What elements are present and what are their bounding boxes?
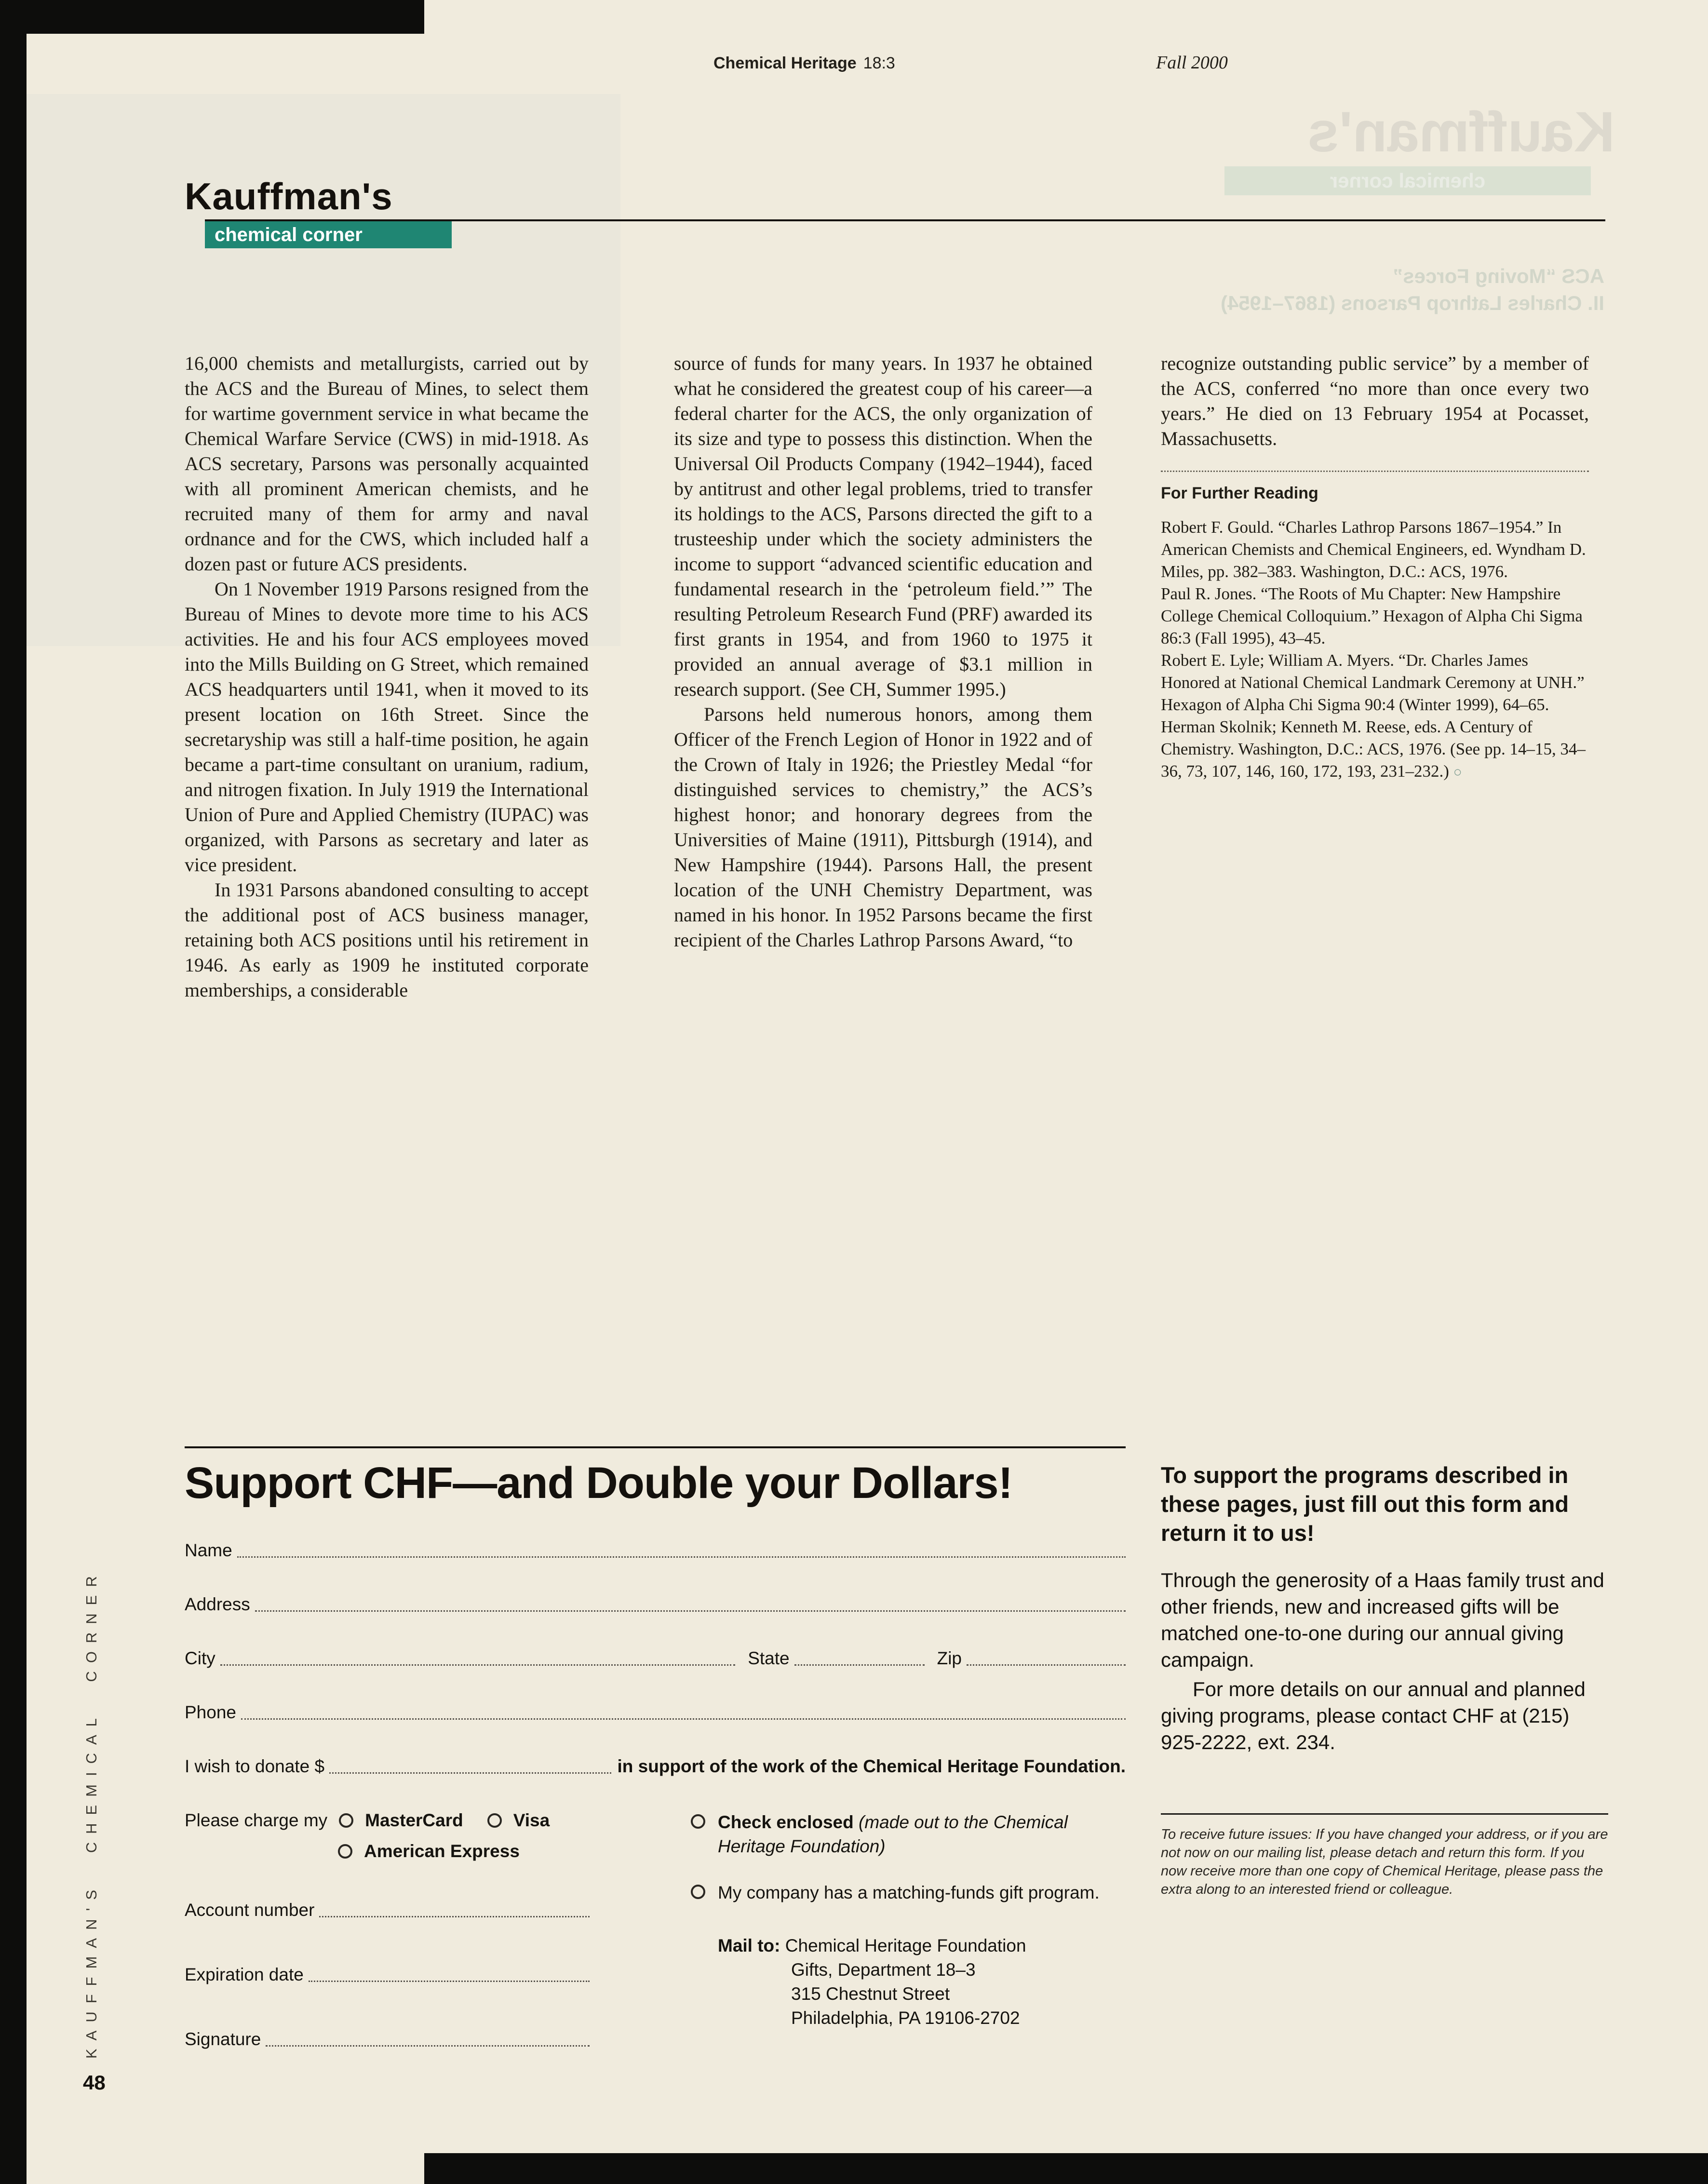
address-field-row (185, 1594, 1126, 1615)
issue-season: Fall 2000 (1156, 53, 1228, 73)
scan-edge-bottom (424, 2153, 1708, 2184)
vertical-section-strap: KAUFFMAN'S CHEMICAL CORNER (83, 1568, 100, 2059)
scan-edge-left (0, 0, 27, 2184)
check-enclosed-label: Check enclosed (718, 1812, 854, 1832)
charge-options-line-2 (338, 1841, 657, 1861)
city-write-line (220, 1659, 735, 1666)
name-label: Name (185, 1540, 232, 1560)
state-label: State (748, 1648, 790, 1668)
mail-to-line-3: 315 Chestnut Street (791, 1983, 950, 2004)
account-number-row (185, 1900, 590, 1920)
zip-write-line (967, 1659, 1126, 1666)
reference-entry (1161, 716, 1589, 783)
check-enclosed-text (718, 1810, 1126, 1859)
aside-paragraph-1: Through the generosity of a Haas family trust and other friends, new and increased gifts will be matched one-to-one during our annual giving campaign. (1161, 1569, 1604, 1671)
charge-options-line (185, 1810, 657, 1831)
further-reading-heading: For Further Reading (1161, 471, 1589, 506)
journal-issue: 18:3 (863, 54, 895, 72)
paragraph: recognize outstanding public service” by a member of the ACS, conferred “no more than once every two years.” He died on 13 February 1954 at Pocasset, Massachusetts. (1161, 352, 1589, 449)
article-column-3 (1161, 351, 1589, 783)
charge-label: Please charge my (185, 1810, 328, 1830)
matching-funds-label: My company has a matching-funds gift program. (718, 1882, 1100, 1902)
ghost-article-heading (1161, 263, 1604, 317)
article-column-2 (674, 351, 1092, 953)
reference-entry: Robert E. Lyle; William A. Myers. “Dr. Charles James Honored at National Chemical Landmark Ceremony at UNH.” Hexagon of Alpha Chi Sigma 90:4 (Winter 1999), 64–65. (1161, 651, 1585, 714)
paragraph: 16,000 chemists and metallurgists, carried out by the ACS and the Bureau of Mines, to select them for wartime government service in what became the Chemical Warfare Service (CWS) in mid-1918. As ACS secretary, Parsons was personally acquainted with all prominent American chemists, and he recruited many of them for army and naval ordnance and for the CWS, which included half a dozen past or future ACS presidents. (185, 352, 589, 575)
paragraph: In 1931 Parsons abandoned consulting to accept the additional post of ACS business manager, retaining both ACS positions until his retirement in 1946. As early as 1909 he instituted corporate memberships, a considerable (185, 879, 589, 1001)
running-header (713, 54, 895, 73)
city-label: City (185, 1648, 215, 1668)
scan-edge-top (0, 0, 424, 34)
article-column-1 (185, 351, 589, 1003)
reference-entry-text: Herman Skolnik; Kenneth M. Reese, eds. A Century of Chemistry. Washington, D.C.: ACS, 1976. (See pp. 14–15, 34–36, 73, 107, 146, 160, 172, 193, 231–232.) (1161, 717, 1586, 781)
name-field-row (185, 1540, 1126, 1561)
mail-to-line-4: Philadelphia, PA 19106-2702 (791, 2008, 1020, 2028)
form-lower-columns (185, 1810, 1126, 2049)
mail-to-org: Chemical Heritage Foundation (785, 1935, 1026, 1955)
reference-entry: Paul R. Jones. “The Roots of Mu Chapter: New Hampshire College Chemical Colloquium.” Hexagon of Alpha Chi Sigma 86:3 (Fall 1995), 43–45. (1161, 584, 1583, 647)
further-reading-section (1161, 471, 1589, 783)
aside-paragraph-2: For more details on our annual and planned giving programs, please contact CHF at (215) 925-2222, ext. 234. (1161, 1678, 1586, 1753)
phone-field-row (185, 1702, 1126, 1723)
city-state-zip-row (185, 1648, 1126, 1669)
address-label: Address (185, 1594, 250, 1614)
address-write-line (255, 1605, 1126, 1612)
ghost-masthead-text: Kauffman's (1307, 100, 1615, 164)
reference-entry: Robert F. Gould. “Charles Lathrop Parsons 1867–1954.” In American Chemists and Chemical Engineers, ed. Wyndham D. Miles, pp. 382–383. Washington, D.C.: ACS, 1976. (1161, 518, 1586, 581)
subscription-fine-print: To receive future issues: If you have changed your address, or if you are not now on our mailing list, please detach and return this form. If you now receive more than one copy of Chemical Heritage, please pass the extra along to an interested friend or colleague. (1161, 1813, 1608, 1899)
paragraph: Parsons held numerous honors, among them Officer of the French Legion of Honor in 1922 and of the Crown of Italy in 1926; the Priestley Medal “for distinguished services to chemistry,” the ACS’s highest honor; and honorary degrees from the Universities of Maine (1911), Pittsburgh (1914), and New Hampshire (1944). Parsons Hall, the present location of the UNH Chemistry Department, was named in his honor. In 1952 Parsons became the first recipient of the Charles Lathrop Parsons Award, “to (674, 703, 1092, 951)
journal-title: Chemical Heritage (713, 54, 857, 72)
donate-suffix-label: in support of the work of the Chemical Heritage Foundation. (617, 1756, 1126, 1776)
form-top-rule (185, 1446, 1126, 1448)
mastercard-option-label: MasterCard (365, 1810, 463, 1830)
donation-amount-row (185, 1756, 1126, 1777)
payment-column (185, 1810, 657, 2049)
paragraph: source of funds for many years. In 1937 he obtained what he considered the greatest coup of his career—a federal charter for the ACS, the only organization of its size and type to possess this distinction. When the Universal Oil Products Company (1942–1944), faced by antitrust and other legal problems, tried to transfer its holdings to the ACS, Parsons directed the gift to a trusteeship under which the society administers the income to support “advanced scientific education and fundamental research in the ‘petroleum field.’” The resulting Petroleum Research Fund (PRF) awarded its first grants in 1954, and from 1960 to 1975 it provided an annual average of $3.1 million in research support. (See CH, Summer 1995.) (674, 352, 1092, 700)
signature-write-line (266, 2040, 590, 2047)
mastercard-radio-icon (339, 1813, 353, 1828)
donation-form (185, 1460, 1126, 2049)
state-write-line (794, 1659, 925, 1666)
column-masthead-title: Kauffman's (185, 175, 393, 217)
phone-write-line (241, 1713, 1126, 1720)
expiration-date-row (185, 1965, 590, 1985)
name-write-line (237, 1551, 1126, 1558)
check-enclosed-option (691, 1810, 1126, 1859)
donation-amount-write-line (329, 1767, 611, 1774)
phone-label: Phone (185, 1702, 236, 1722)
page-number: 48 (83, 2071, 106, 2094)
zip-label: Zip (937, 1648, 962, 1668)
visa-radio-icon (487, 1813, 502, 1828)
paragraph: On 1 November 1919 Parsons resigned from the Bureau of Mines to devote more time to his ACS activities. He and his four ACS employees moved into the Mills Building on G Street, which remained ACS headquarters until 1941, when it moved to its present location on 16th Street. Since the secretaryship was still a half-time position, he again became a part-time consultant on uranium, radium, and nitrogen fixation. In July 1919 the International Union of Pure and Applied Chemistry (IUPAC) was organized, with Parsons as secretary and later as vice president. (185, 578, 589, 876)
account-number-label: Account number (185, 1900, 315, 1920)
ghost-masthead-bar: chemical corner (1224, 166, 1591, 195)
ghost-heading-line1: ACS “Moving Forces” (1393, 265, 1604, 287)
amex-option-label: American Express (364, 1841, 520, 1861)
amex-radio-icon (338, 1844, 352, 1859)
check-enclosed-radio-icon (691, 1814, 705, 1829)
mail-to-line-2: Gifts, Department 18–3 (791, 1959, 976, 1980)
mail-to-block (718, 1934, 1126, 2030)
ghost-heading-line2: II. Charles Lathrop Parsons (1867–1954) (1220, 292, 1604, 314)
form-title: Support CHF—and Double your Dollars! (185, 1458, 1013, 1508)
masthead-subtitle-bar (205, 221, 452, 248)
support-aside (1161, 1461, 1608, 1899)
donate-prefix-label: I wish to donate $ (185, 1756, 325, 1776)
check-enclosed-note: (made out to the Chemical Heritage Foundation) (718, 1812, 1068, 1856)
visa-option-label: Visa (513, 1810, 550, 1830)
account-number-write-line (319, 1911, 590, 1917)
expiration-date-write-line (309, 1976, 590, 1982)
signature-label: Signature (185, 2029, 261, 2049)
payment-alternatives-column (657, 1810, 1126, 2049)
mail-to-line-1 (718, 1934, 1126, 1958)
mail-to-label: Mail to: (718, 1935, 780, 1955)
expiration-date-label: Expiration date (185, 1964, 304, 1984)
signature-row (185, 2029, 590, 2049)
end-of-article-mark: ○ (1453, 764, 1462, 780)
card-details-rows (185, 1900, 657, 2049)
aside-lead-text: To support the programs described in these pages, just fill out this form and return it to us! (1161, 1462, 1569, 1546)
matching-funds-radio-icon (691, 1885, 705, 1899)
masthead-subtitle: chemical corner (215, 224, 363, 245)
matching-funds-option (691, 1881, 1126, 1905)
